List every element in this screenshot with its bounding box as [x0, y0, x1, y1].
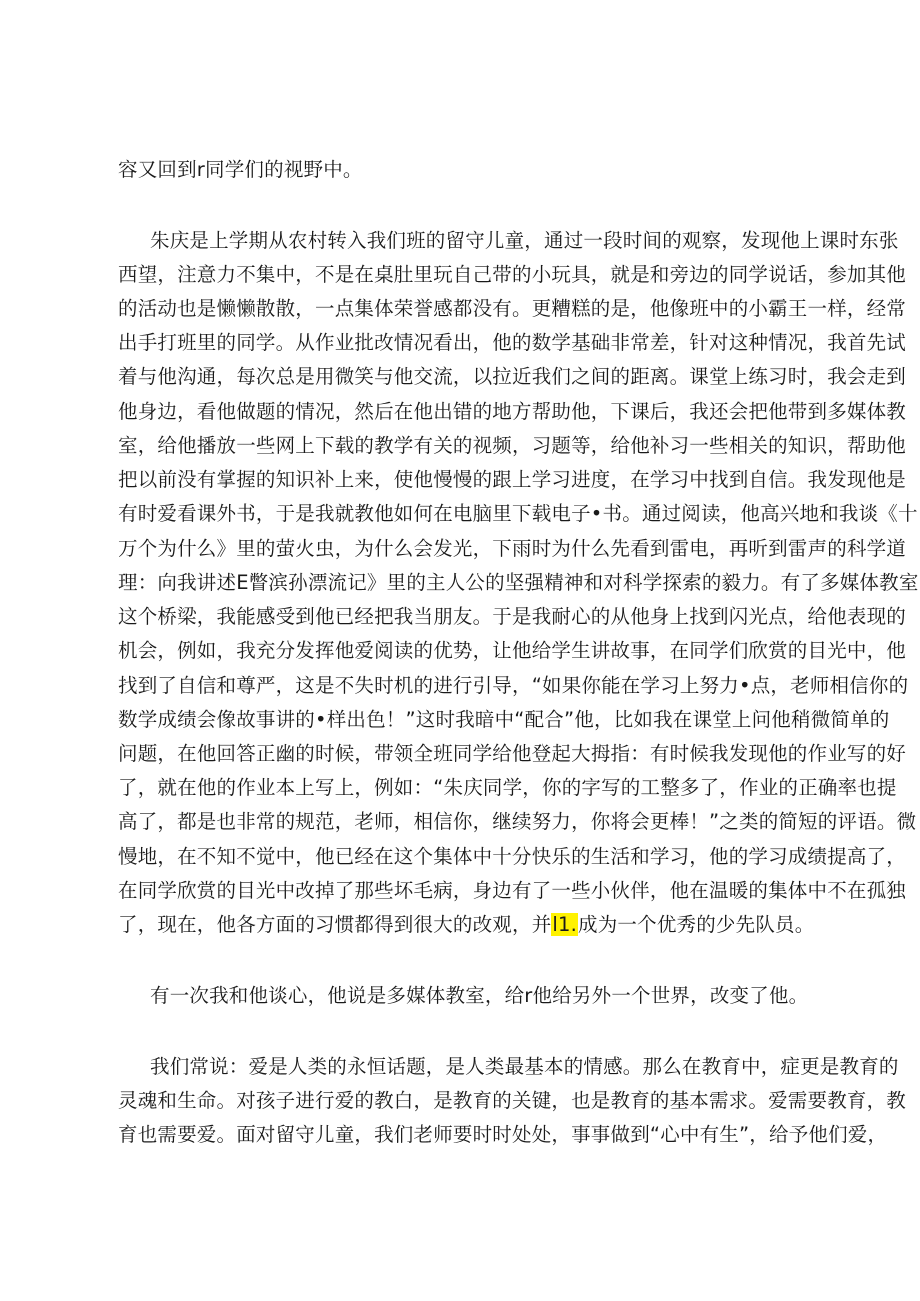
- paragraph-line: 这个桥梁，我能感受到他已经把我当朋友。于是我耐心的从他身上找到闪光点，给他表现的: [118, 605, 907, 628]
- paragraph-line: 他身边，看他做题的情况，然后在他出错的地方帮助他，下课后，我还会把他带到多媒体教: [118, 400, 907, 423]
- paragraph-line: 着与他沟通，每次总是用微笑与他交流，以拉近我们之间的距离。课堂上练习时，我会走到: [118, 365, 907, 388]
- paragraph-line: 理：向我讲述E瞥滨孙漂流记》里的主人公的坚强精神和对科学探索的毅力。有了多媒体教室: [118, 571, 919, 594]
- paragraph-line: 问题，在他回答正幽的时候，带领全班同学给他登起大拇指：有时候我发现他的作业写的好: [118, 742, 907, 765]
- paragraph-line: 慢地，在不知不觉中，他已经在这个集体中十分快乐的生活和学习，他的学习成绩提高了，: [118, 845, 907, 868]
- text-run: 成为一个优秀的少先队员。: [578, 913, 815, 936]
- paragraph-line: 出手打班里的同学。从作业批改情况看出，他的数学基础非常差，针对这种情况，我首先试: [118, 331, 907, 354]
- paragraph-line: 室，给他播放一些网上下载的教学有关的视频，习题等，给他补习一些相关的知识，帮助他: [118, 434, 907, 457]
- paragraph-line: 的活动也是懒懒散散，一点集体荣誉感都没有。更糟糕的是，他像班中的小霸王一样，经常: [118, 297, 907, 320]
- paragraph-line: 高了，都是也非常的规范，老师，相信你，继续努力，你将会更棒！”之类的简短的评语。微: [118, 810, 917, 833]
- paragraph-line: 西望，注意力不集中，不是在桌肚里玩自己带的小玩具，就是和旁边的同学说话，参加其他: [118, 263, 907, 286]
- paragraph-line: 在同学欣赏的目光中改掉了那些坏毛病，身边有了一些小伙伴，他在温暖的集体中不在孤独: [118, 879, 907, 902]
- paragraph-line: 育也需要爱。面对留守儿童，我们老师要时时处处，事事做到“心中有生”，给予他们爱，: [118, 1123, 888, 1146]
- paragraph-line: 朱庆是上学期从农村转入我们班的留守儿童，通过一段时间的观察，发现他上课时东张: [150, 229, 899, 252]
- paragraph-line: 找到了自信和尊严，这是不失时机的进行引导，“如果你能在学习上努力•点，老师相信你的: [118, 674, 909, 697]
- paragraph-line: 机会，例如，我充分发挥他爱阅读的优势，让他给学生讲故事，在同学们欣赏的目光中，他: [118, 639, 907, 662]
- paragraph-line: 有时爱看课外书，于是我就教他如何在电脑里下载电子•书。通过阅读，他高兴地和我谈《十: [118, 502, 918, 525]
- paragraph-line: 了，就在他的作业本上写上，例如：“朱庆同学，你的字写的工整多了，作业的正确率也提: [118, 776, 897, 799]
- paragraph-line: 万个为什么》里的萤火虫，为什么会发光，下雨时为什么先看到雷电，再听到雷声的科学道: [118, 537, 907, 560]
- text-run: 了，现在，他各方面的习惯都得到很大的改观，并: [118, 913, 552, 936]
- paragraph-line: 容又回到r同学们的视野中。: [118, 158, 363, 181]
- paragraph-line: 灵魂和生命。对孩子进行爱的教白，是教育的关键，也是教育的基本需求。爱需要教育，教: [118, 1089, 907, 1112]
- paragraph-line: 有一次我和他谈心，他说是多媒体教室，给r他给另外一个世界，改变了他。: [150, 984, 809, 1007]
- paragraph-last-line: [118, 912, 814, 938]
- paragraph-line: 数学成绩会像故事讲的•样出色！”这时我暗中“配合”他，比如我在课堂上问他稍微简单的: [118, 708, 890, 731]
- highlighted-text: l1.: [552, 913, 578, 936]
- paragraph-line: 把以前没有掌握的知识补上来，使他慢慢的跟上学习进度，在学习中找到自信。我发现他是: [118, 468, 907, 491]
- paragraph-line: 我们常说：爱是人类的永恒话题，是人类最基本的情感。那么在教育中，症更是教育的: [150, 1055, 899, 1078]
